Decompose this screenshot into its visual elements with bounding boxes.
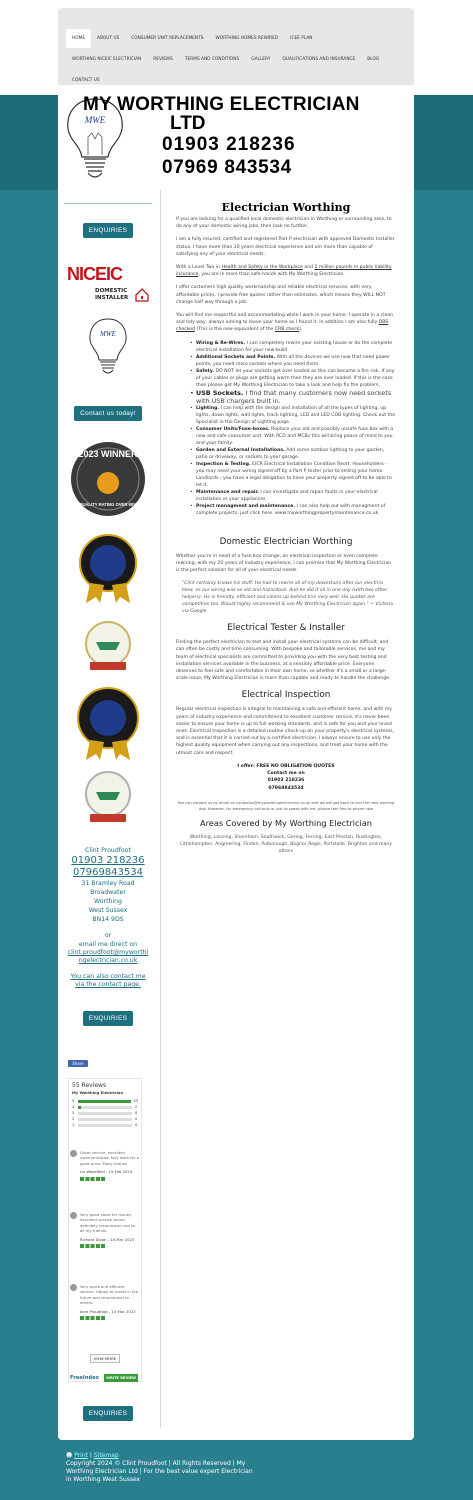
logo-text: MWE	[84, 115, 106, 125]
quotes-paragraph: I offer customers high quality workmanship and reliable electrical services, with very affordable prices. I provide free quotes rather than estimates, which means they WILL NOT change half way through a job.	[176, 285, 386, 305]
tester-heading: Electrical Tester & Installer	[227, 623, 345, 634]
copyright-text: Copyright 2024 © Clint Proudfoot | All Rights Reserved | My Worthing Electrician Ltd | For the best value expert Electrician in Worthing West Sussex	[66, 1460, 253, 1483]
reviewer-avatar-icon	[70, 1212, 77, 1219]
niceic-badge	[67, 262, 149, 308]
domestic-heading: Domestic Electrician Worthing	[219, 536, 353, 547]
review-text: Very good value for money excellent service would definitely recommend you to all my friends.	[80, 1212, 135, 1234]
rating-bars: 5 53 4 2 3 0 2 0 1 0	[72, 1099, 138, 1127]
svg-text:MWE: MWE	[100, 330, 116, 338]
contact-name: Clint Proudfoot	[85, 847, 131, 854]
service-item: • USB Sockets. I find that many customers now need sockets with USB chargers built in.	[190, 389, 396, 405]
or-text: or	[104, 932, 112, 939]
inspection-heading: Electrical Inspection	[241, 690, 331, 701]
sitemap-link[interactable]: Sitemap	[93, 1452, 119, 1459]
offer-line: I offer: FREE NO OBLIGATION QUOTES	[237, 763, 335, 769]
service-item: • Inspection & Testing. EICR Electrical Installation Condition Reort. Householders - you may need your wiring signed off by a Part P tester prior to selling your home. Landlords - you have a legal obligation to have your property signed off to be able to let it.	[190, 461, 396, 489]
address-line: BN14 9DS	[92, 916, 124, 923]
services-list	[190, 340, 396, 517]
email-link[interactable]: clint.proudfoot@myworthingelectrician.co.uk	[67, 949, 149, 964]
site-title-line1: MY WORTHING ELECTRICIAN	[83, 94, 360, 115]
offer-phone-2[interactable]: 07969843534	[268, 785, 304, 791]
contact-phone-1[interactable]: 01903 218236	[71, 855, 145, 866]
review-author: Richard Dixon - 16 Mar 2023	[80, 1236, 135, 1242]
nav-consumer-unit[interactable]: CONSUMER UNIT REPLACEMENTS	[131, 36, 204, 41]
write-review-button[interactable]: WRITE REVIEW	[106, 1376, 136, 1380]
contact-details	[58, 846, 158, 989]
reviewer-avatar-icon	[70, 1284, 77, 1291]
liability-insurance-link[interactable]: 2 million pounds in public liability insurance	[176, 265, 392, 278]
sidebar-divider	[64, 203, 152, 204]
service-item: • Project managment and maintenance. I can also help out with managment of complete projects. just click here. www.myworthingpropertymaintenance.co.uk	[190, 503, 396, 517]
header-phone-1[interactable]: 01903 218236	[162, 134, 296, 155]
review-item	[70, 1284, 140, 1322]
award-2023-winner-badge	[70, 440, 146, 518]
share-label: Share	[72, 1061, 84, 1066]
nav-home[interactable]: HOME	[66, 29, 91, 48]
intro-paragraph: If you are looking for a qualified local domestic electrician in Worthing or surrounding area, to do any of your domestic wiring jobs, then look no further.	[176, 217, 392, 230]
address-line: Worthing	[93, 898, 122, 905]
footer	[66, 1452, 366, 1484]
areas-heading: Areas Covered by My Worthing Electrician	[200, 817, 372, 828]
reviewer-avatar-icon	[70, 1150, 77, 1157]
inspection-paragraph: Regular electrical inspection is integral to maintaining a safe and efficient home, and with my years of industry experience and commitment to excellent customer service, it's never been easier to ensure your home is up to full working standards, and is safe for you and your loved ones. Electrical Inspection is a detailed routine check-up on your property's electrical systems, and is essential that it is carried out by a certified electrician. I always ensure to use only the highest quality equipment when carrying out any inspections, and treat your home with the utmost care and respect.	[176, 707, 395, 756]
nav-blog[interactable]: BLOG	[367, 57, 380, 62]
threebest-award-2	[82, 770, 134, 828]
site-header	[58, 87, 414, 185]
nav-homes-rewired[interactable]: WORTHING HOMES REWIRED	[215, 36, 279, 41]
page-title: Electrician Worthing	[221, 201, 351, 214]
header-phone-2[interactable]: 07969 843534	[162, 157, 292, 178]
service-item: • Maintenance and repair. I can investigate and repair faults in your electrical installation or your appliances.	[190, 489, 396, 503]
footer-links: ☻ Print | Sitemap	[66, 1452, 119, 1459]
contact-us-button[interactable]: Contact us today!	[74, 406, 142, 421]
review-stars-icon	[80, 1244, 140, 1250]
offer-contact-label: Contact me on	[267, 771, 305, 777]
nav-reviews[interactable]: REVIEWS	[153, 57, 173, 62]
dbs-paragraph: You will find me respectful and accommodating while I work in your home. I operate in a clean and tidy way, always aiming to leave your home as I found it. In addition I am also fully DBS checked (This is the new equivalent of the CRB check).	[176, 313, 394, 333]
lightbulb-logo-small-icon	[86, 316, 130, 380]
service-item: • Wiring & Re-Wires. I can completely rewire your existing house or do the complete electrical installation for your new-build.	[190, 340, 396, 354]
main-content	[176, 198, 396, 855]
review-author: Liz Wakefield - 15 Feb 2024	[80, 1169, 133, 1175]
insurance-paragraph: With a Level Two in Health and Safety in the Workplace and 2 million pounds in public liability insurance, you are in more than safe hands with My Worthing Electrician.	[176, 265, 392, 278]
qualifications-paragraph: I am a fully insured, certified and registered Part P electrician with approved Domestic Installer status. I have more than 20 years electrical experience and am more than capable of satisfying any of your electrical needs.	[176, 237, 395, 257]
niceic-sub-text: DOMESTIC INSTALLER	[95, 288, 129, 301]
crb-link[interactable]: CRB check	[274, 327, 300, 333]
reviews-title: My Worthing Electrician	[72, 1090, 124, 1095]
service-item: • Garden and External Installations. Add some outdoor lighting to your garden, patio or driveway, or sockets to your garage.	[190, 447, 396, 461]
address-line: West Sussex	[88, 907, 128, 914]
award-seal-2	[76, 686, 140, 762]
nav-niceic[interactable]: WORTHING NICEIC ELECTRICIAN	[72, 57, 142, 62]
sidebar	[58, 188, 158, 1440]
address-line: Broadwater	[90, 889, 126, 896]
site-title-line2: LTD	[170, 113, 206, 134]
offer-phone-1[interactable]: 01903 218236	[267, 778, 305, 784]
service-item: • Consumer Units/Fuse-boxes. Replace your old and possibly unsafe fuse box with a new and safe consumer unit. With RCD and MCBs this will bring peace of mind to you and your family.	[190, 426, 396, 447]
nav-contact-us[interactable]: CONTACT US	[72, 78, 100, 83]
address-line: 31 Bramley Road	[81, 880, 135, 887]
service-item: • Safety. DO NOT let your sockets get over loaded as this can become a fire risk. If any of your cables or plugs are getting warm then they are over loaded. If this is the case then please get My Worthing Electrician to take a look and help fix the problem.	[190, 368, 396, 389]
nav-icee-plan[interactable]: ICEE PLAN	[290, 36, 313, 41]
email-label: email me direct on	[78, 941, 138, 948]
areas-list: Worthing, Lancing, Shoreham, Southwick, Goring, Ferring, East Preston, Rustington, Littlehampton, Angmering, Findon, Pulborough, Bognor Regis, Portslade, Brighton and many others	[180, 834, 392, 854]
customer-quote: "Clint certainly knows his stuff. He had to rewire all of my downstairs after our electrics blew, as our wiring was so old and hazardous. And he did it all in one day (with two other helpers). He is friendly, efficient and cleans up behind him very well. His quotes are competitive too. Would highly recommend & use My Worthing Electrician again." ~ Victoria via Google	[182, 581, 393, 615]
review-item	[70, 1150, 140, 1183]
main-nav	[58, 8, 414, 85]
column-divider	[160, 190, 161, 1428]
nav-about-us[interactable]: ABOUT US	[97, 36, 120, 41]
review-text: Very quick and efficient service. Happy to invest in the future and recommend to others.	[80, 1284, 139, 1306]
review-stars-icon	[80, 1177, 140, 1183]
dbs-link[interactable]: DBS checked	[176, 320, 389, 333]
house-icon	[135, 288, 149, 302]
award-seal-1	[78, 533, 138, 605]
review-item	[70, 1212, 140, 1250]
page-container	[58, 8, 414, 1440]
reviews-count: 55 Reviews	[72, 1082, 107, 1089]
nav-gallery[interactable]: GALLERY	[251, 57, 271, 62]
view-more-button[interactable]: VIEW MORE	[90, 1354, 120, 1363]
contact-note: You can contact us by email on contactus@myworthingelectrician.co.uk and we will get back to you the next working day. However, for emergency call outs or just to speak with me, please feel free to phone now	[177, 800, 395, 811]
review-author: Jane Proudfoot - 13 Mar 2023	[80, 1308, 136, 1314]
facebook-share-button[interactable]	[68, 1060, 88, 1067]
domestic-paragraph: Whether you're in need of a fuse box change, an electrical inspection or even complete rewiring, with my 20 years of industry experience, I can promise that My Worthing Electrician is the perfect solution for all of your electrical needs.	[176, 553, 392, 574]
enquiries-button-top[interactable]: ENQUIRIES	[83, 223, 133, 238]
enquiries-button-mid[interactable]: ENQUIRIES	[83, 1011, 133, 1026]
service-item: • Additional Sockets and Points. With all the devices we use now that need power points, you need more sockets where you need them.	[190, 354, 396, 368]
health-safety-link[interactable]: Health and Safety in the Workplace	[221, 265, 303, 271]
contact-page-link[interactable]: You can also contact me via the contact page.	[70, 973, 146, 988]
nav-terms[interactable]: TERMS AND CONDITIONS	[184, 57, 240, 62]
nav-qualifications[interactable]: QUALIFICATIONS AND INSURANCE	[282, 57, 356, 62]
award-2023-sub: QUALITY RATING OVER 90%	[79, 502, 137, 507]
review-text: Great service, excellent communication fully work for a good price. Many thanks	[80, 1150, 140, 1166]
enquiries-button-bottom[interactable]: ENQUIRIES	[83, 1406, 133, 1421]
award-2023-text: 2023 WINNER	[78, 449, 138, 459]
threebest-award-1	[82, 620, 134, 676]
service-item: • Lighting. I can help with the design and installation of all the types of lighting; up lights, down lights, wall lights, track lighting, LED and LED COB lighting. Check out the Specialist in the Design of Lighting page.	[190, 405, 396, 426]
niceic-logo-text: NICEIC	[67, 264, 123, 284]
review-stars-icon	[80, 1316, 140, 1322]
tester-paragraph: Finding the perfect electrician to test and install your electrical systems can be difficult, and can often be costly and time consuming. With bespoke and tailorable services, me and my team of electrical specialists are committed to providing you with the very best testing and installation services available in the business, at a sensibly affordable price. Everyone deserves to feel safe and comfortable in their own home, so whether it's a small or a large-scale issue, My Worthing Electrician is more than capable and ready to handle the challenge.	[176, 640, 391, 682]
contact-phone-2[interactable]: 07969843534	[73, 867, 143, 878]
print-link[interactable]: Print	[74, 1452, 88, 1459]
freeindex-logo[interactable]: FreeIndex WRITE REVIEW	[70, 1375, 136, 1381]
user-icon: ☻	[66, 1452, 73, 1459]
